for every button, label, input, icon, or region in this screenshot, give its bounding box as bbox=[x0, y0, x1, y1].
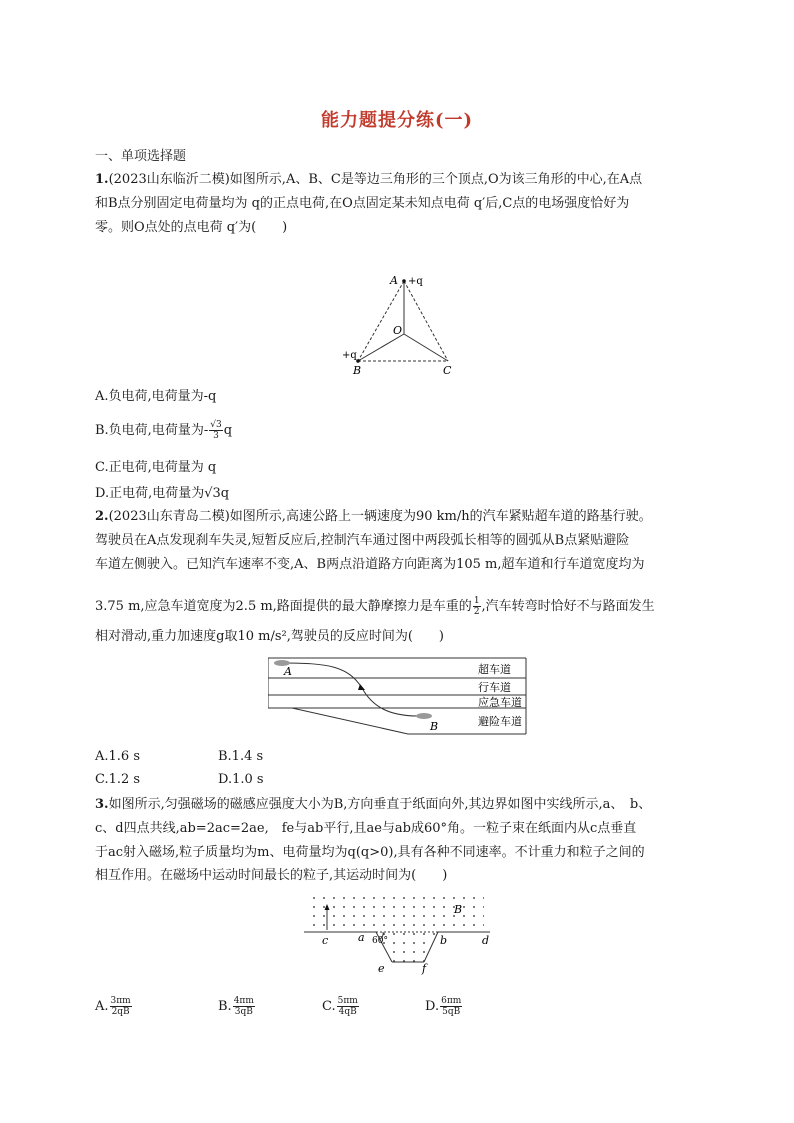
q2-option-c: C.1.2 s bbox=[95, 772, 141, 787]
q1-line-bo bbox=[358, 334, 404, 361]
q3-option-d: D. $\frac{6\pi m}{5qB}$ bbox=[425, 996, 462, 1017]
q2-line1: 2.(2023山东青岛二模)如图所示,高速公路上一辆速度为90 km/h的汽车紧贴超车道的路基行驶。 bbox=[95, 509, 652, 524]
q1-label-charge-b: +q bbox=[342, 350, 357, 361]
q3-label-b: b bbox=[440, 934, 448, 947]
q3-option-b: B. $\frac{4\pi m}{3qB}$ bbox=[218, 996, 254, 1017]
q3-option-c: C. $\frac{5\pi m}{4qB}$ bbox=[322, 996, 358, 1017]
q1-label-o: O bbox=[393, 324, 403, 337]
q2-car-b bbox=[416, 713, 432, 719]
q1-charge-dot-a bbox=[402, 279, 406, 283]
q1-label-c: C bbox=[443, 364, 452, 377]
q1-triangle-figure bbox=[330, 268, 470, 378]
q2-line5: 相对滑动,重力加速度g取10 m/s²,驾驶员的反应时间为( ) bbox=[95, 629, 444, 644]
q2-path-arrow bbox=[358, 684, 365, 690]
q3-option-a: A. $\frac{3\pi m}{2qB}$ bbox=[95, 996, 131, 1017]
q1-line3: 零。则O点处的点电荷 q′为( ) bbox=[95, 220, 288, 235]
q1-label-a: A bbox=[390, 274, 398, 287]
q1-label-charge-a: +q bbox=[408, 276, 423, 287]
q2-line2: 驾驶员在A点发现刹车失灵,短暂反应后,控制汽车通过图中两段弧长相等的圆弧从B点紧贴避险 bbox=[95, 533, 630, 548]
q2-line4: 3.75 m,应急车道宽度为2.5 m,路面提供的最大静摩擦力是车重的 $\frac{1}{2}$ ,汽车转弯时恰好不与路面发生 bbox=[95, 596, 655, 617]
q1-line-co bbox=[404, 334, 448, 361]
q1-option-d: D.正电荷,电荷量为√3q bbox=[95, 486, 230, 501]
q2-line3: 车道左侧驶入。已知汽车速率不变,A、B两点沿道路方向距离为105 m,超车道和行车道宽度均为 bbox=[95, 557, 645, 572]
q2-option-d: D.1.0 s bbox=[218, 772, 264, 787]
q3-line2: c、d四点共线,ab=2ac=2ae, fe与ab平行,且ae与ab成60°角。一粒子束在纸面内从c点垂直 bbox=[95, 821, 637, 836]
q2-lane-label-1: 超车道 bbox=[478, 663, 511, 676]
q3-label-a: a bbox=[358, 931, 365, 944]
q3-label-c: c bbox=[322, 934, 329, 947]
q3-label-angle: 60° bbox=[372, 936, 388, 946]
q2-option-a: A.1.6 s bbox=[95, 749, 140, 764]
q3-line1: 3.如图所示,匀强磁场的磁感应强度大小为B,方向垂直于纸面向外,其边界如图中实线所示,a、 b、 bbox=[95, 797, 652, 812]
q1-line2: 和B点分别固定电荷量均为 q的正点电荷,在O点固定某未知点电荷 q′后,C点的电场强度恰好为 bbox=[95, 196, 630, 211]
q3-label-e: e bbox=[378, 962, 385, 975]
q3-label-f: f bbox=[422, 962, 427, 975]
q1-edge-ac bbox=[404, 281, 448, 361]
q1-option-b: B.负电荷,电荷量为- $\frac{√3}{3}$ q bbox=[95, 420, 233, 441]
q2-lane-label-3: 应急车道 bbox=[478, 696, 522, 709]
section-heading: 一、单项选择题 bbox=[95, 149, 187, 164]
q1-line1: 1.(2023山东临沂二模)如图所示,A、B、C是等边三角形的三个顶点,O为该三角形的中心,在A点 bbox=[95, 172, 643, 187]
q2-label-a: A bbox=[284, 665, 292, 678]
page-title: 能力题提分练(一) bbox=[320, 110, 474, 131]
q1-label-b: B bbox=[353, 364, 362, 377]
q2-lane-label-4: 避险车道 bbox=[478, 715, 522, 728]
q3-label-field-b: B bbox=[454, 903, 463, 916]
q3-line4: 相互作用。在磁场中运动时间最长的粒子,其运动时间为( ) bbox=[95, 868, 448, 883]
q3-label-d: d bbox=[482, 934, 490, 947]
q3-magnetic-field-figure bbox=[300, 894, 496, 978]
q2-label-b: B bbox=[430, 720, 439, 733]
q1-option-c: C.正电荷,电荷量为 q bbox=[95, 460, 217, 475]
q2-lane-label-2: 行车道 bbox=[478, 681, 511, 694]
q2-option-b: B.1.4 s bbox=[218, 749, 264, 764]
q1-edge-ab bbox=[358, 281, 404, 361]
q2-road-figure bbox=[268, 654, 530, 738]
q1-option-a: A.负电荷,电荷量为-q bbox=[95, 389, 217, 404]
q3-line3: 于ac射入磁场,粒子质量均为m、电荷量均为q(q>0),具有各种不同速率。不计重力和粒子之间的 bbox=[95, 845, 645, 860]
